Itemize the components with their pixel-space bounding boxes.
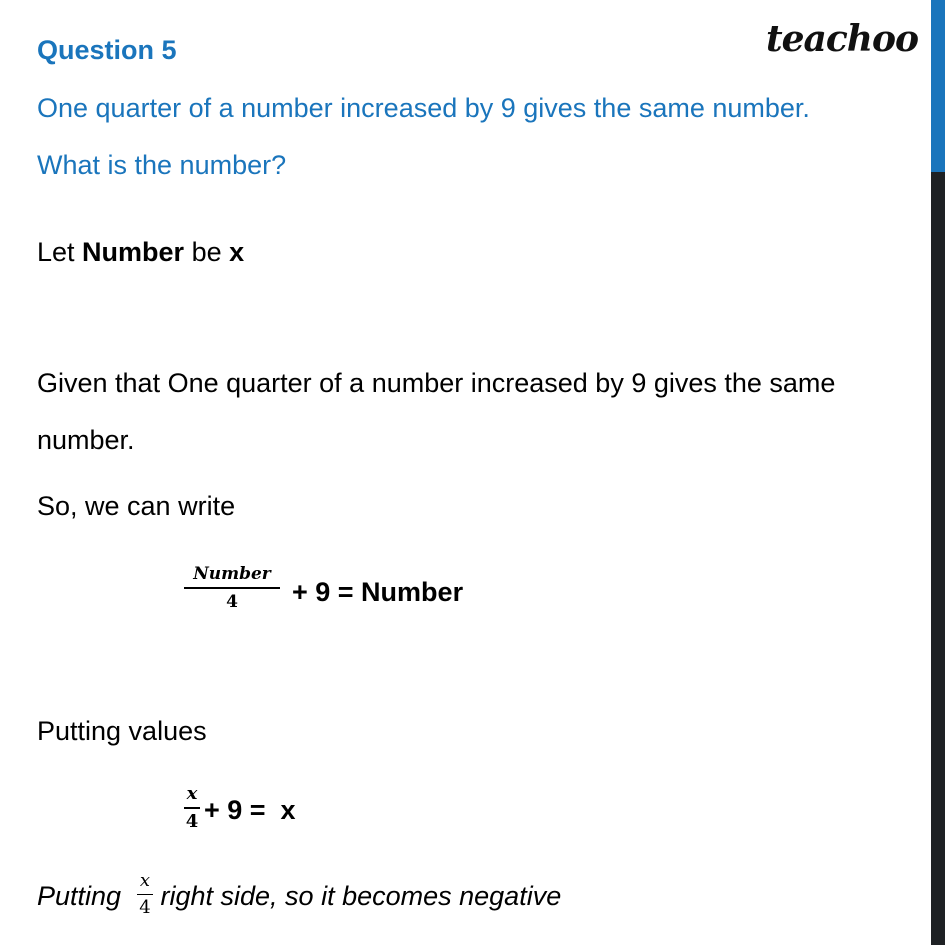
- equation-2-denominator: 4: [185, 811, 199, 832]
- equation-1-fraction-bar: [184, 587, 280, 589]
- equation-1-denominator: 4: [226, 592, 238, 612]
- last-line-numerator: x: [139, 870, 151, 891]
- given-line-2: number.: [37, 425, 135, 455]
- question-line-2: What is the number?: [37, 150, 287, 180]
- equation-1-numerator: Number: [193, 564, 271, 584]
- equation-1-fraction: [184, 563, 280, 613]
- last-line-fraction-bar: [137, 894, 153, 895]
- question-title: Question 5: [37, 35, 177, 65]
- scrollbar-thumb[interactable]: [931, 0, 945, 172]
- so-we-can-write: So, we can write: [37, 491, 236, 521]
- last-line-denominator: 4: [139, 897, 151, 918]
- putting-values: Putting values: [37, 716, 207, 746]
- equation-2-numerator: x: [186, 783, 198, 804]
- question-line-1: One quarter of a number increased by 9 gives the same number.: [37, 93, 810, 123]
- let-number: Number: [82, 237, 185, 267]
- last-line-suffix: right side, so it becomes negative: [153, 881, 562, 911]
- let-x: x: [229, 237, 245, 267]
- equation-2-rest: + 9 = x: [204, 795, 296, 825]
- last-line-fraction: [137, 870, 153, 919]
- equation-2-fraction-bar: [184, 807, 200, 809]
- let-be: be: [184, 237, 230, 267]
- equation-1-rest: + 9 = Number: [292, 577, 464, 607]
- last-line-prefix: Putting: [37, 881, 122, 911]
- equation-2-fraction: [184, 783, 200, 833]
- given-line-1: Given that One quarter of a number increased by 9 gives the same: [37, 368, 836, 398]
- teachoo-logo: teachoo: [766, 18, 918, 60]
- let-prefix: Let: [37, 237, 83, 267]
- let-statement: [37, 236, 244, 268]
